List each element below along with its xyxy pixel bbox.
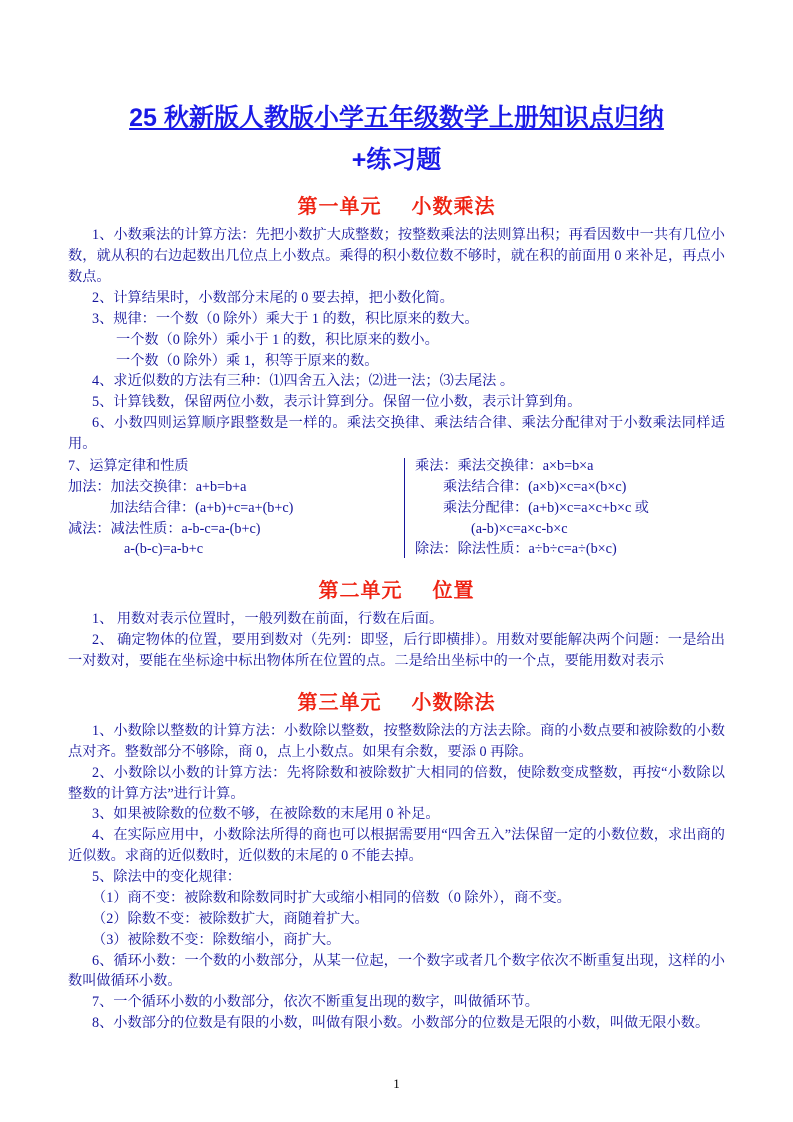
page-title-line2: +练习题: [351, 146, 442, 175]
unit1-item-5: 5、计算钱数，保留两位小数，表示计算到分。保留一位小数，表示计算到角。: [92, 394, 582, 411]
unit1-heading: [68, 190, 725, 219]
unit3-item-2: 2、小数除以小数的计算方法：先将除数和被除数扩大相同的倍数，使除数变成整数，再按“小数除以整数的计算方法”进行计算。: [68, 764, 725, 802]
unit1-item-3: 3、规律：一个数（0 除外）乘大于 1 的数，积比原来的数大。: [92, 310, 479, 327]
unit1-rules-right: [415, 456, 725, 560]
unit3-heading-right: 小数除法: [411, 691, 496, 714]
unit1-rule-sub-property-2: a-(b-c)=a-b+c: [124, 541, 204, 558]
unit3-item-3: 3、如果被除数的位数不够，在被除数的末尾用 0 补足。: [92, 806, 440, 823]
unit1-item-6: 6、小数四则运算顺序跟整数是一样的。乘法交换律、乘法结合律、乘法分配律对于小数乘法同样适用。: [68, 415, 725, 452]
page-title: [68, 100, 725, 136]
unit1-heading-right: 小数乘法: [411, 196, 496, 219]
unit1-item-7: 7、运算定律和性质: [68, 457, 189, 474]
unit2-heading-right: 位置: [432, 580, 475, 603]
unit1-rule-add-commutative: 加法：加法交换律：a+b=b+a: [68, 478, 247, 495]
page-title-line1: 25 秋新版人教版小学五年级数学上册知识点归纳: [129, 104, 664, 132]
unit1-rule-mul-associative: 乘法结合律：(a×b)×c=a×(b×c): [443, 478, 627, 495]
unit1-rule-sub-property: 减法：减法性质：a-b-c=a-(b+c): [68, 520, 261, 537]
unit3-heading-left: 第三单元: [297, 691, 382, 714]
unit1-rule-mul-distributive-2: (a-b)×c=a×c-b×c: [471, 520, 568, 537]
unit2-item-1: 1、 用数对表示位置时，一般列数在前面，行数在后面。: [92, 611, 444, 628]
rules-divider: [404, 458, 405, 558]
unit1-rule-mul-commutative: 乘法：乘法交换律：a×b=b×a: [415, 457, 594, 474]
unit3-item-5: 5、除法中的变化规律：: [92, 869, 241, 885]
unit3-item-5-1: （1）商不变：被除数和除数同时扩大或缩小相同的倍数（0 除外），商不变。: [92, 889, 571, 906]
unit1-body: [68, 225, 725, 455]
unit1-rule-div-property: 除法：除法性质：a÷b÷c=a÷(b×c): [415, 541, 617, 558]
unit3-heading: [68, 686, 725, 715]
unit1-item-4: 4、求近似数的方法有三种：⑴四舍五入法；⑵进一法；⑶去尾法 。: [92, 373, 515, 390]
unit3-item-5-3: （3）被除数不变：除数缩小，商扩大。: [92, 931, 341, 948]
unit1-item-1: 1、小数乘法的计算方法：先把小数扩大成整数；按整数乘法的法则算出积；再看因数中一共有几位小数，就从积的右边起数出几位点上小数点。乘得的积小数位数不够时，就在积的前面用 0 来补足，再点小数点。: [68, 227, 725, 285]
unit3-item-4: 4、在实际应用中，小数除法所得的商也可以根据需要用“四舍五入”法保留一定的小数位数，求出商的近似数。求商的近似数时，近似数的末尾的 0 不能去掉。: [68, 827, 725, 865]
unit3-item-8: 8、小数部分的位数是有限的小数，叫做有限小数。小数部分的位数是无限的小数，叫做无限小数。: [92, 1015, 710, 1032]
unit2-heading: [68, 574, 725, 603]
unit1-item-2: 2、计算结果时，小数部分末尾的 0 要去掉，把小数化简。: [92, 289, 454, 306]
unit1-item-3a: 一个数（0 除外）乘小于 1 的数，积比原来的数小。: [116, 331, 439, 348]
page-number: 1: [393, 1076, 400, 1091]
unit1-heading-left: 第一单元: [297, 196, 382, 219]
unit1-rules-table: [68, 456, 725, 560]
unit3-item-1: 1、小数除以整数的计算方法：小数除以整数，按整数除法的方法去除。商的小数点要和被除数的小数点对齐。整数部分不够除，商 0，点上小数点。如果有余数，要添 0 再除。: [68, 722, 725, 760]
unit1-item-3b: 一个数（0 除外）乘 1，积等于原来的数。: [116, 352, 379, 369]
unit3-item-5-2: （2）除数不变：被除数扩大，商随着扩大。: [92, 910, 369, 927]
unit2-heading-left: 第二单元: [318, 580, 403, 603]
unit1-rule-add-associative: 加法结合律：(a+b)+c=a+(b+c): [110, 499, 294, 516]
unit3-item-7: 7、一个循环小数的小数部分，依次不断重复出现的数字，叫做循环节。: [92, 994, 539, 1011]
unit1-rules-left: [68, 456, 404, 560]
unit2-body: [68, 609, 725, 672]
unit3-item-6: 6、循环小数：一个数的小数部分，从某一位起，一个数字或者几个数字依次不断重复出现，这样的小数叫做循环小数。: [68, 952, 725, 990]
unit3-body: [68, 721, 725, 1034]
unit1-rule-mul-distributive: 乘法分配律：(a+b)×c=a×c+b×c 或: [443, 499, 649, 516]
unit2-item-2: 2、 确定物体的位置，要用到数对（先列：即竖，后行即横排）。用数对要能解决两个问题：一是给出一对数对，要能在坐标途中标出物体所在位置的点。二是给出坐标中的一个点，要能用数对表示: [68, 632, 725, 669]
